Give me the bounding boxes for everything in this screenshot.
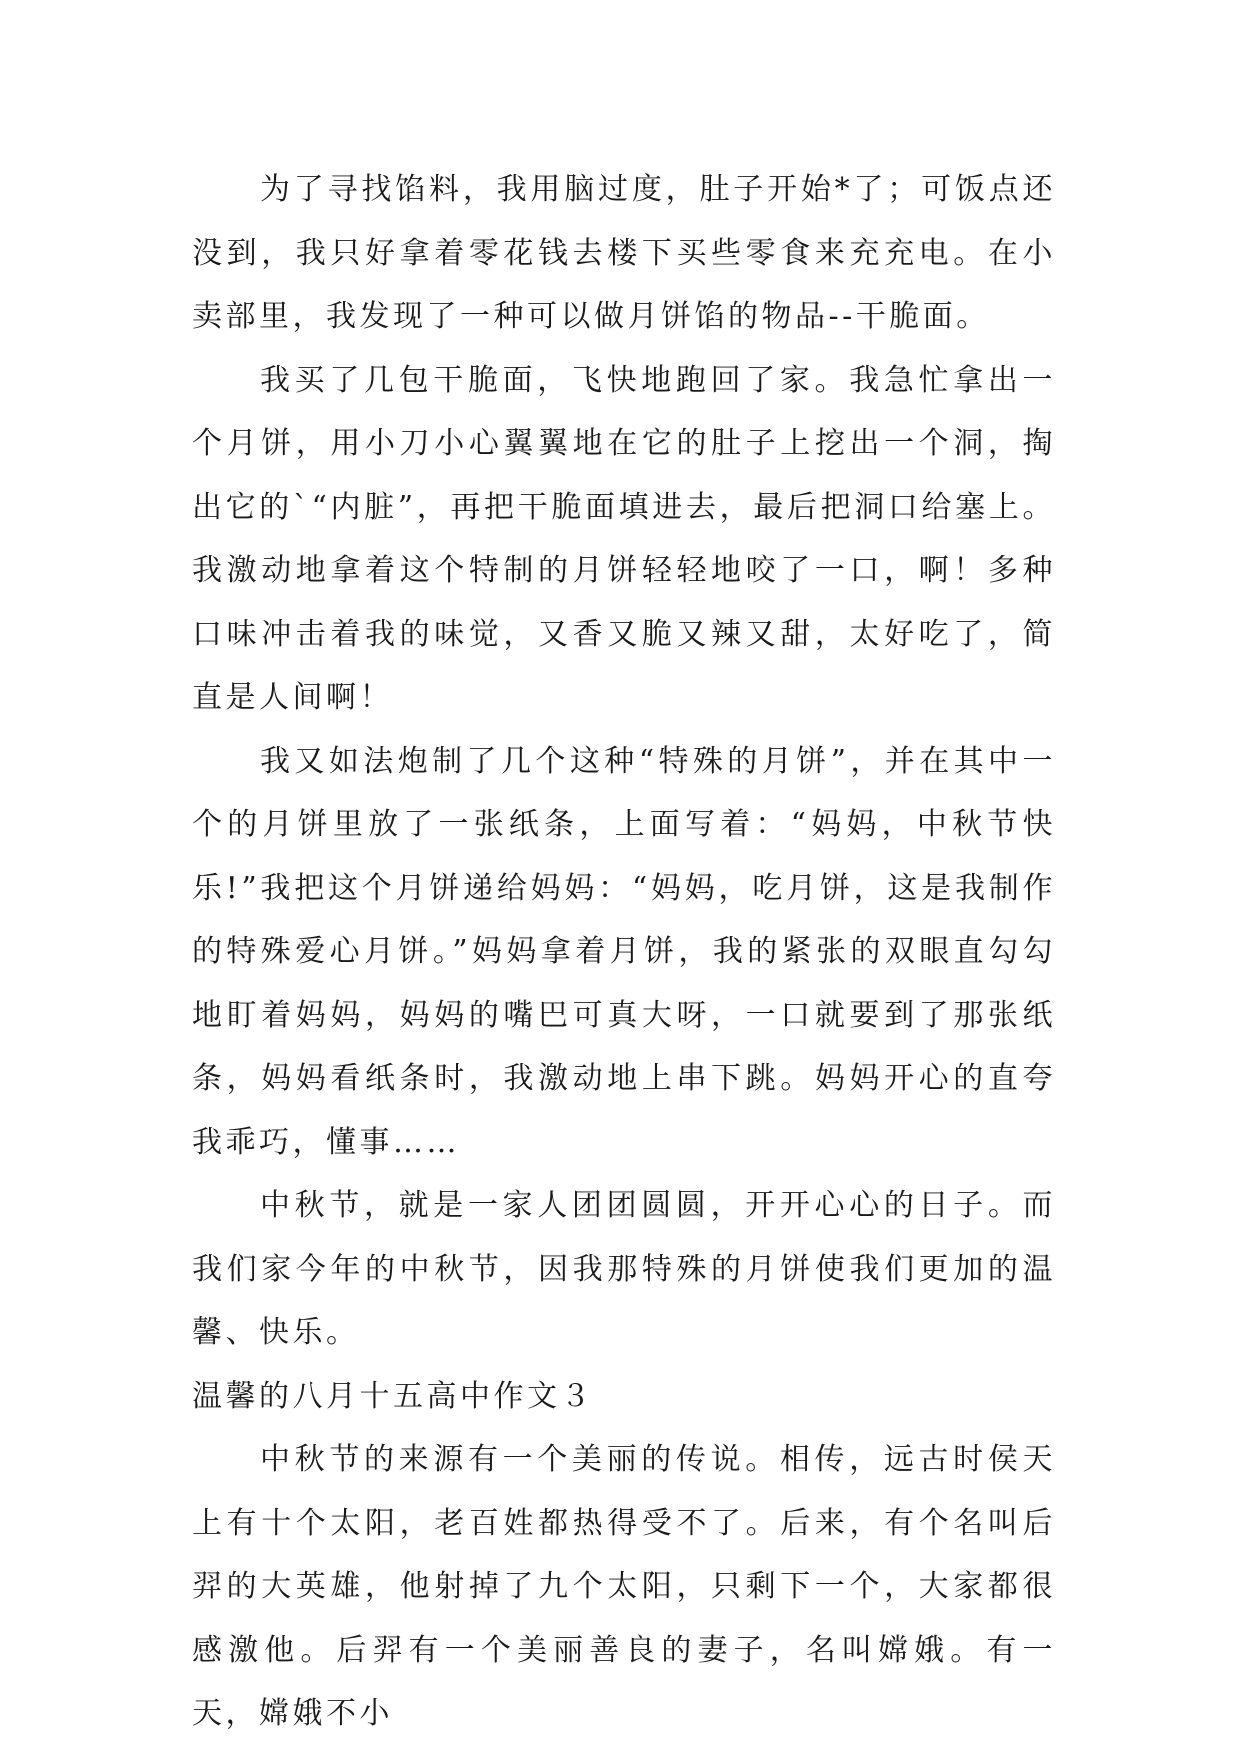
paragraph-making-mooncake: 我买了几包干脆面，飞快地跑回了家。我急忙拿出一个月饼，用小刀小心翼翼地在它的肚子上挖出一个洞，掏出它的`“内脏”，再把干脆面填进去，最后把洞口给塞上。我激动地拿着这个特制的月饼轻轻地咬了一口，啊！多种口味冲击着我的味觉，又香又脆又辣又甜，太好吃了，简直是人间啊！: [192, 362, 1056, 715]
document-body: [192, 158, 1056, 1746]
paragraph-filling-search: 为了寻找馅料，我用脑过度，肚子开始*了；可饭点还没到，我只好拿着零花钱去楼下买些零食来充充电。在小卖部里，我发现了一种可以做月饼馅的物品--干脆面。: [192, 172, 1056, 334]
section-title: 温馨的八月十五高中作文３: [192, 1378, 594, 1414]
paragraph-legend: 中秋节的来源有一个美丽的传说。相传，远古时侯天上有十个太阳，老百姓都热得受不了。后来，有个名叫后羿的大英雄，他射掉了九个太阳，只剩下一个，大家都很感激他。后羿有一个美丽善良的妻子，名叫嫦娥。有一天，嫦娥不小: [192, 1442, 1056, 1731]
paragraph-conclusion: 中秋节，就是一家人团团圆圆，开开心心的日子。而我们家今年的中秋节，因我那特殊的月饼使我们更加的温馨、快乐。: [192, 1188, 1056, 1350]
paragraph-gift-to-mom: 我又如法炮制了几个这种“特殊的月饼”，并在其中一个的月饼里放了一张纸条，上面写着：“妈妈，中秋节快乐!”我把这个月饼递给妈妈：“妈妈，吃月饼，这是我制作的特殊爱心月饼。”妈妈拿着月饼，我的紧张的双眼直勾勾地盯着妈妈，妈妈的嘴巴可真大呀，一口就要到了那张纸条，妈妈看纸条时，我激动地上串下跳。妈妈开心的直夸我乖巧，懂事……: [192, 743, 1056, 1160]
